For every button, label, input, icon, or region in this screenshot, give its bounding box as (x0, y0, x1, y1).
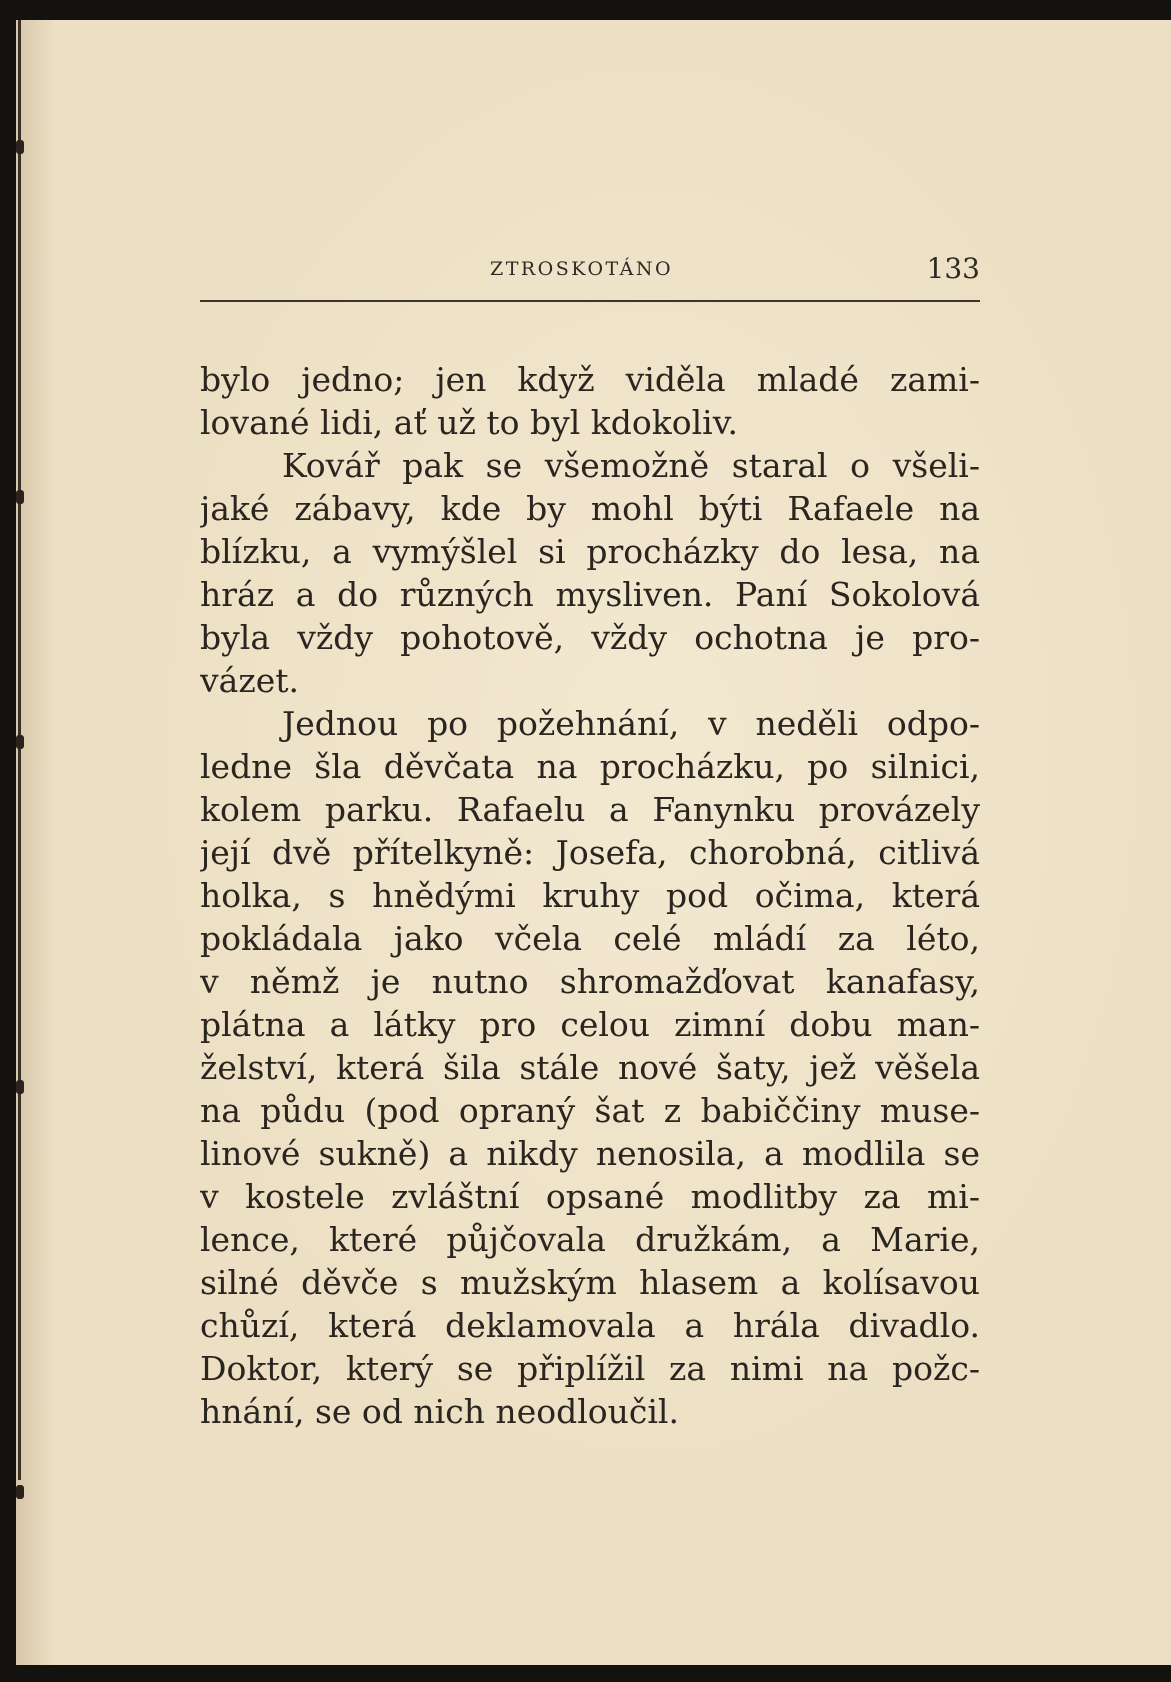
text-line: její dvě přítelkyně: Josefa, chorobná, citlivá (200, 833, 980, 872)
body-text (200, 358, 980, 1433)
text-line: Kovář pak se všemožně staral o všeli- (282, 446, 980, 485)
text-line: bylo jedno; jen když viděla mladé zami- (200, 360, 980, 399)
text-line: holka, s hnědými kruhy pod očima, která (200, 876, 980, 915)
text-line: Doktor, který se připlížil za nimi na požc- (200, 1349, 980, 1388)
text-line: ledne šla děvčata na procházku, po silnici, (200, 747, 980, 786)
text-line: vázet. (200, 661, 299, 700)
text-line: pokládala jako včela celé mládí za léto, (200, 919, 980, 958)
binding-mark (16, 1080, 24, 1094)
header-rule (200, 300, 980, 302)
text-line: na půdu (pod opraný šat z babiččiny muse- (200, 1091, 980, 1130)
binding-mark (16, 1485, 24, 1499)
text-line: v němž je nutno shromažďovat kanafasy, (200, 962, 980, 1001)
text-line: chůzí, která deklamovala a hrála divadlo. (200, 1306, 980, 1345)
running-head-title: ZTROSKOTÁNO (490, 258, 674, 280)
text-line: hnání, se od nich neodloučil. (200, 1392, 679, 1431)
text-line: v kostele zvláštní opsané modlitby za mi- (200, 1177, 980, 1216)
page-binding-edge (18, 20, 21, 1480)
text-line: lence, které půjčovala družkám, a Marie, (200, 1220, 980, 1259)
text-line: linové sukně) a nikdy nenosila, a modlila se (200, 1134, 980, 1173)
binding-mark (16, 140, 24, 154)
text-line: Jednou po požehnání, v neděli odpo- (282, 704, 980, 743)
text-line: plátna a látky pro celou zimní dobu man- (200, 1005, 980, 1044)
text-line: jaké zábavy, kde by mohl býti Rafaele na (200, 489, 980, 528)
binding-mark (16, 490, 24, 504)
running-head (200, 252, 980, 285)
text-line: byla vždy pohotově, vždy ochotna je pro- (200, 618, 980, 657)
text-line: lované lidi, ať už to byl kdokoliv. (200, 403, 738, 442)
text-line: želství, která šila stále nové šaty, jež věšela (200, 1048, 980, 1087)
text-line: silné děvče s mužským hlasem a kolísavou (200, 1263, 980, 1302)
binding-mark (16, 735, 24, 749)
text-line: blízku, a vymýšlel si procházky do lesa, na (200, 532, 980, 571)
text-line: hráz a do různých mysliven. Paní Sokolová (200, 575, 980, 614)
text-line: kolem parku. Rafaelu a Fanynku provázely (200, 790, 980, 829)
page-number: 133 (926, 252, 980, 285)
